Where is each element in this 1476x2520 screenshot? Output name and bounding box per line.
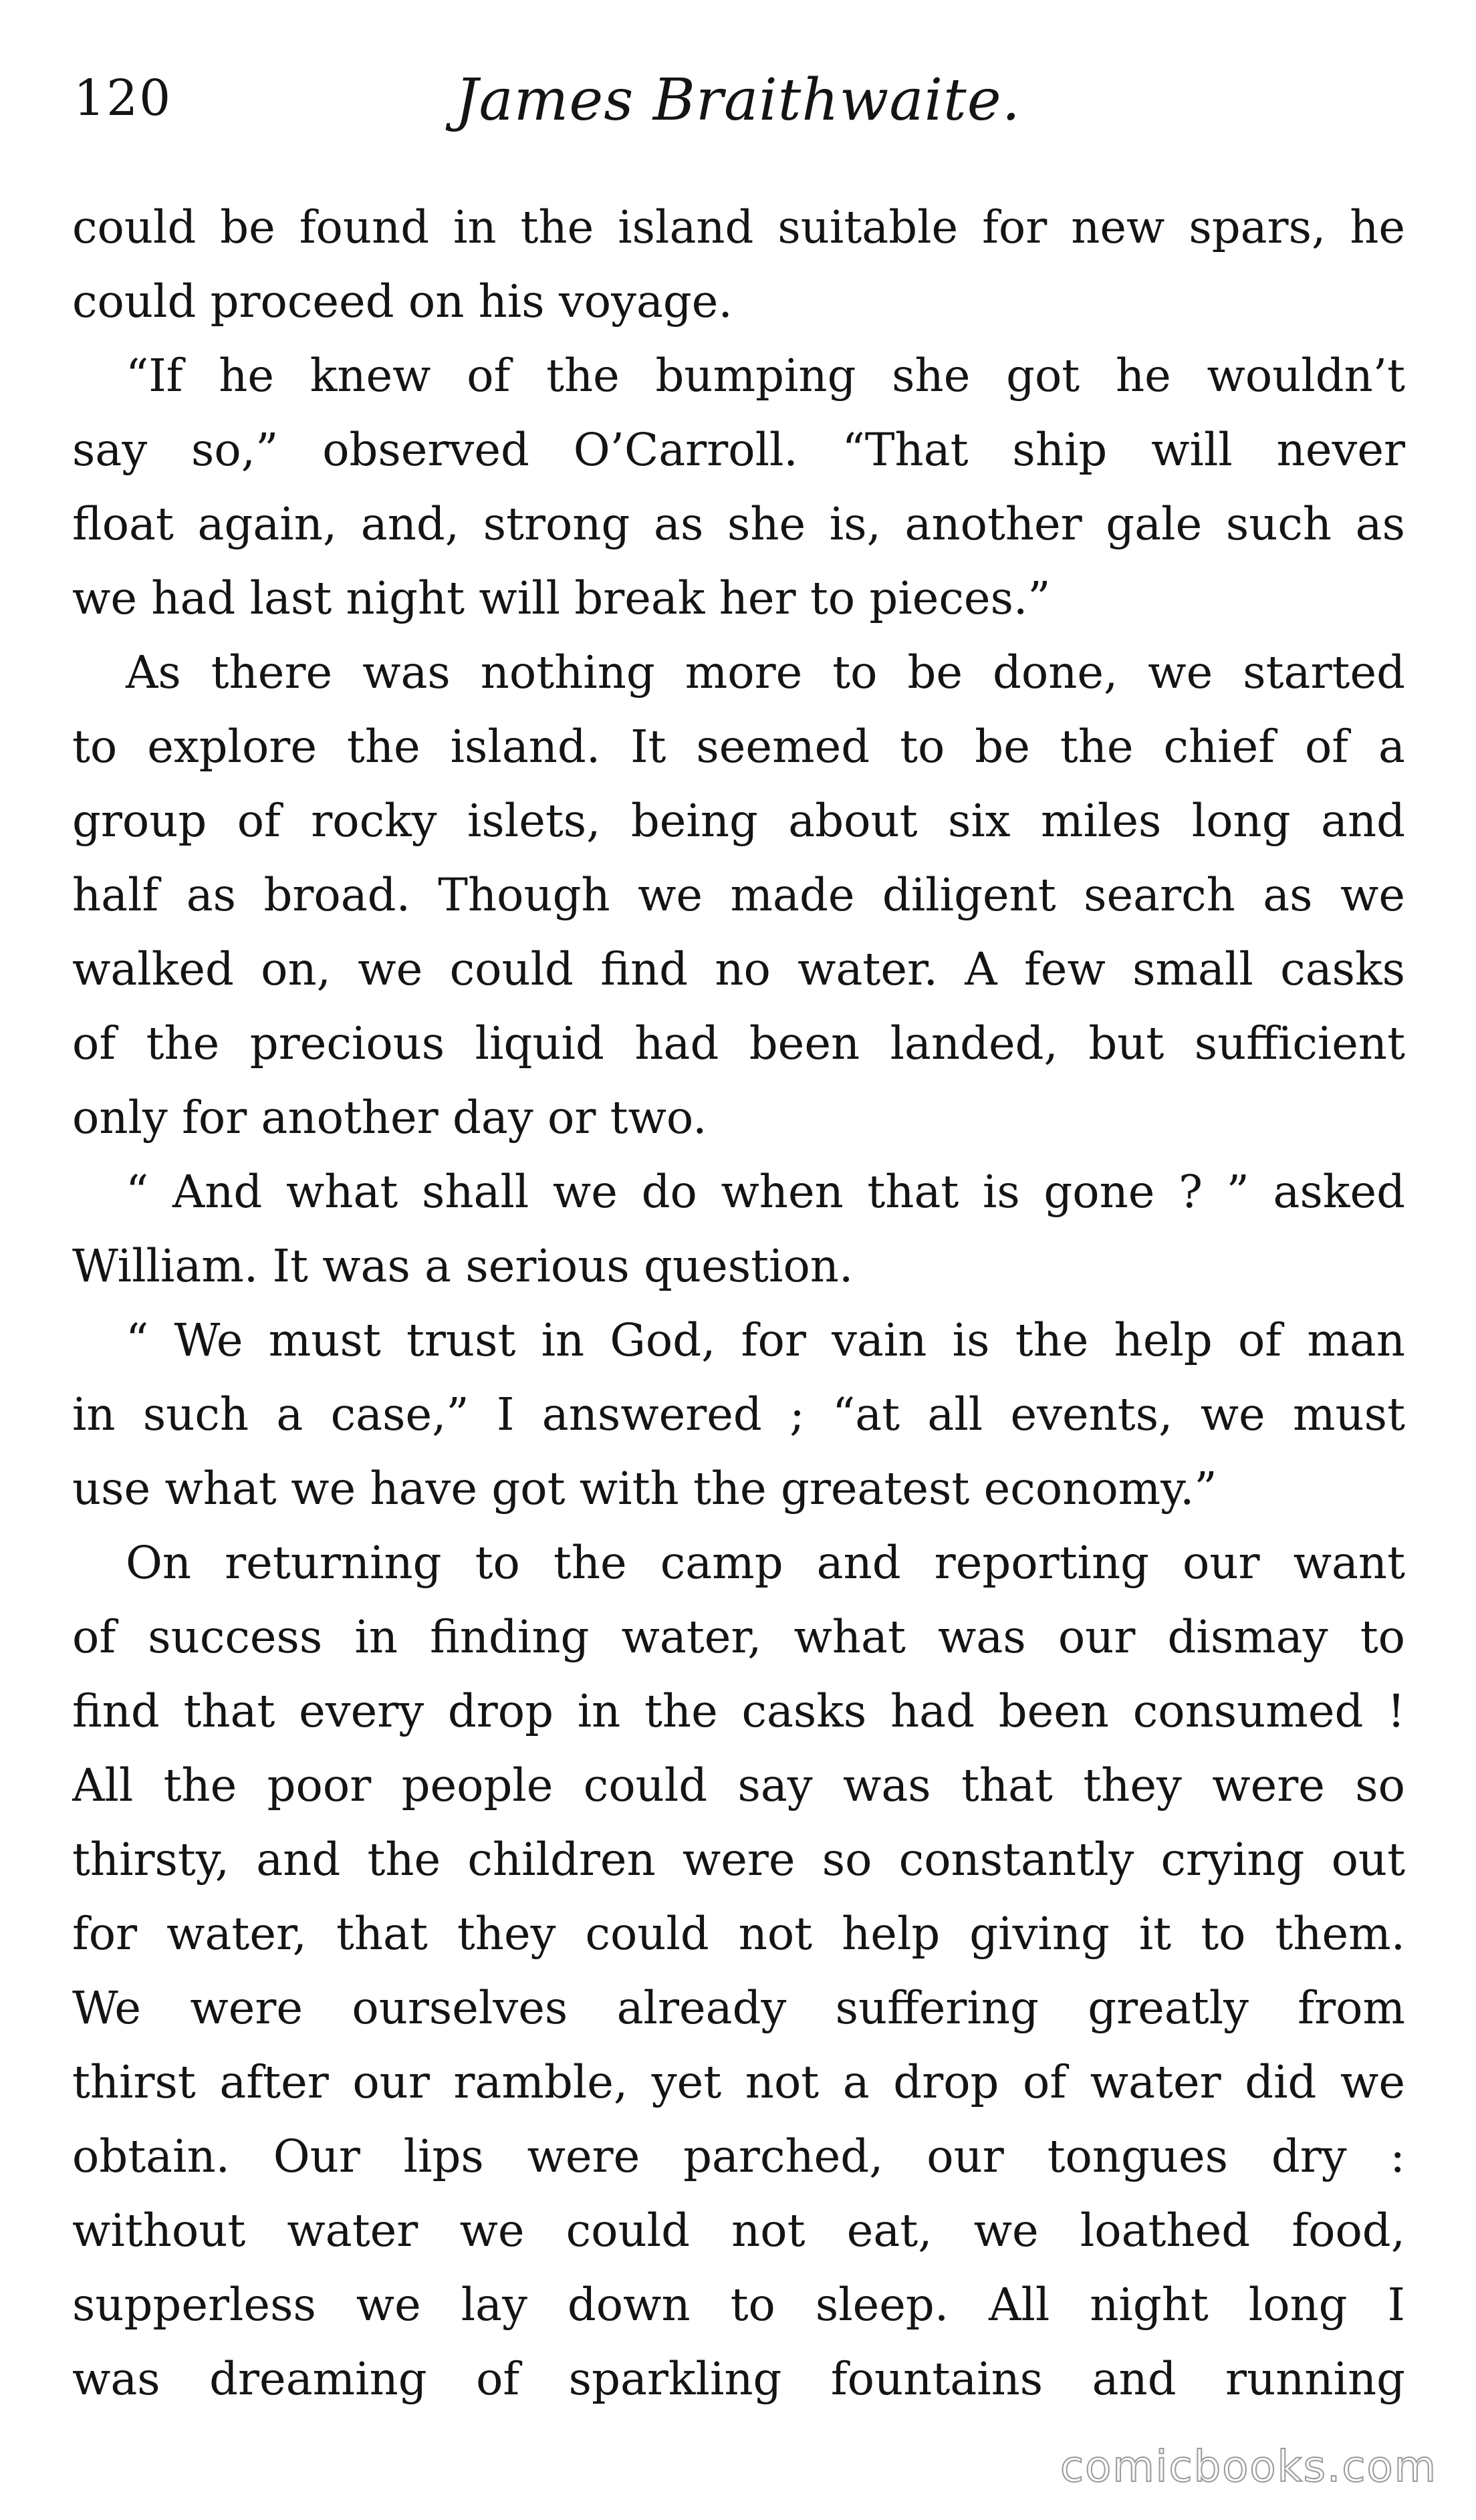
text-line: float again, and, strong as she is, another gale such as — [72, 498, 1405, 550]
text-line: for water, that they could not help giving it to them. — [72, 1908, 1405, 1960]
text-line: of success in finding water, what was our dismay to — [72, 1611, 1405, 1663]
running-title: James Braithwaite. — [455, 67, 1021, 134]
text-line: say so,” observed O’Carroll. “That ship will never — [72, 424, 1405, 476]
text-line: without water we could not eat, we loathed food, — [72, 2204, 1405, 2257]
text-line: of the precious liquid had been landed, but sufficient — [72, 1017, 1405, 1069]
text-line: only for another day or two. — [72, 1092, 707, 1144]
text-line: thirst after our ramble, yet not a drop of water did we — [72, 2056, 1405, 2108]
text-line: could be found in the island suitable for new spars, he — [72, 201, 1405, 253]
text-line: “If he knew of the bumping she got he wouldn’t — [126, 350, 1405, 402]
text-line: On returning to the camp and reporting our want — [126, 1537, 1405, 1589]
text-line: was dreaming of sparkling fountains and running — [72, 2353, 1405, 2405]
text-line: half as broad. Though we made diligent search as we — [72, 869, 1405, 921]
body-text — [72, 191, 1405, 2416]
text-line: William. It was a serious question. — [72, 1240, 854, 1292]
page-header — [74, 67, 1402, 147]
text-line: in such a case,” I answered ; “at all events, we must — [72, 1388, 1405, 1440]
text-line: “ We must trust in God, for vain is the help of man — [126, 1314, 1405, 1366]
text-line: group of rocky islets, being about six miles long and — [72, 795, 1405, 847]
text-line: All the poor people could say was that they were so — [72, 1759, 1405, 1811]
text-line: walked on, we could find no water. A few small casks — [72, 943, 1405, 995]
text-line: we had last night will break her to pieces.” — [72, 572, 1051, 624]
text-line: to explore the island. It seemed to be the chief of a — [72, 721, 1405, 773]
text-line: use what we have got with the greatest economy.” — [72, 1463, 1217, 1515]
watermark: comicbooks.com — [1060, 2442, 1437, 2492]
text-line: We were ourselves already suffering greatly from — [72, 1982, 1405, 2034]
text-line: thirsty, and the children were so constantly crying out — [72, 1834, 1405, 1886]
text-line: “ And what shall we do when that is gone ? ” asked — [126, 1166, 1405, 1218]
text-line: could proceed on his voyage. — [72, 275, 733, 328]
text-line: find that every drop in the casks had been consumed ! — [72, 1685, 1405, 1737]
page-number: 120 — [74, 70, 172, 127]
text-line: As there was nothing more to be done, we started — [126, 646, 1405, 699]
text-line: supperless we lay down to sleep. All night long I — [72, 2279, 1405, 2331]
text-line: obtain. Our lips were parched, our tongues dry : — [72, 2130, 1405, 2182]
